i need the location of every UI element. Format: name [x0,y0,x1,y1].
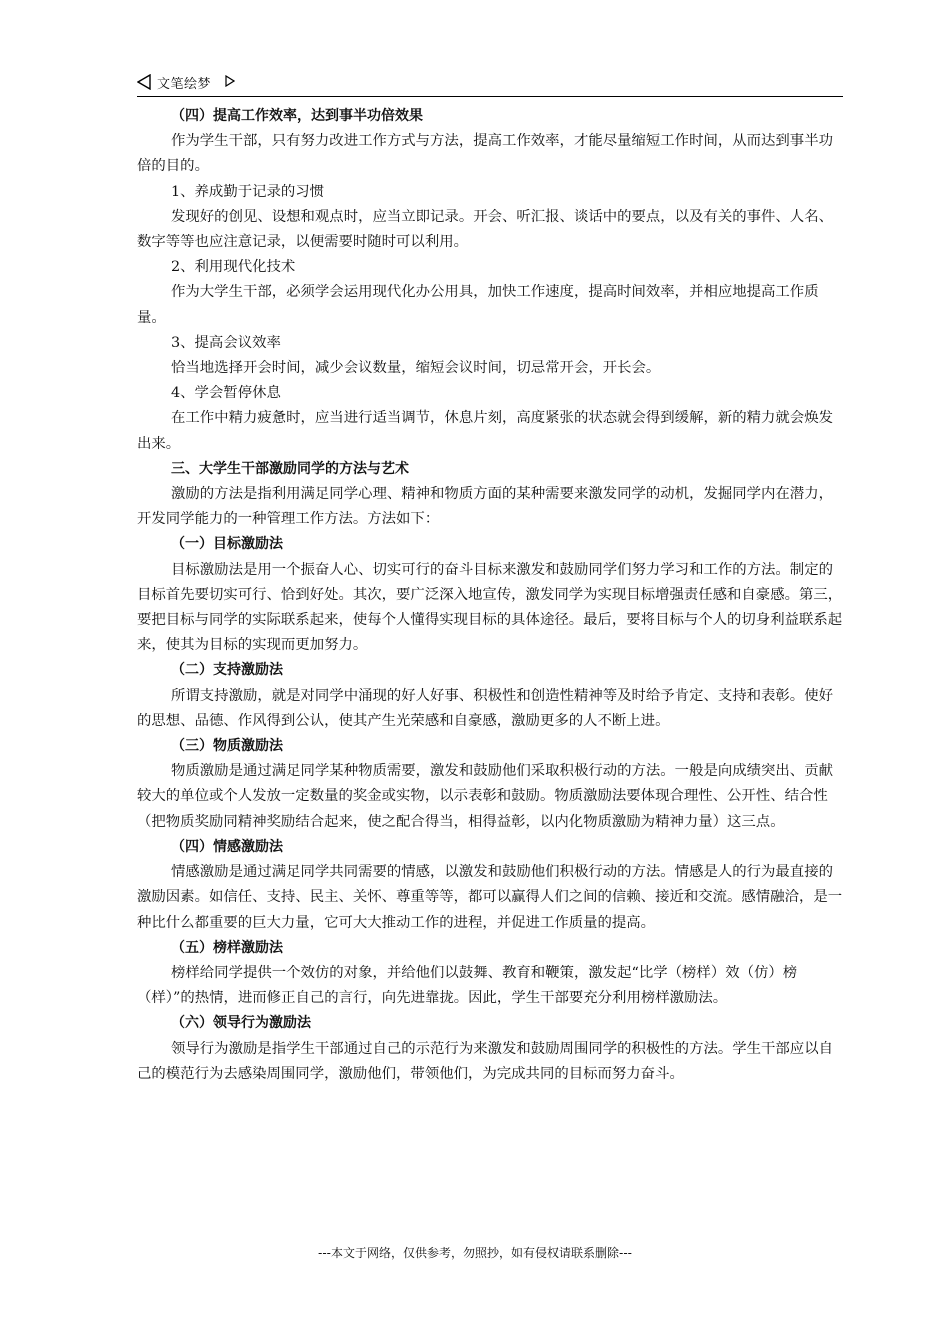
section-heading: （一）目标激励法 [171,536,283,553]
section-heading: （六）领导行为激励法 [171,1015,311,1032]
body-paragraph: 目标激励法是用一个振奋人心、切实可行的奋斗目标来激发和鼓励同学们努力学习和工作的方法。制定的目标首先要切实可行、恰到好处。其次，要广泛深入地宣传，激发同学为实现目标增强责任感和自豪感。第三，要把目标与同学的实际联系起来，使每个人懂得实现目标的具体途径。最后，要将目标与个人的切身利益联系起来，使其为目标的实现而更加努力。 [137,561,843,654]
body-paragraph: 恰当地选择开会时间，减少会议数量，缩短会议时间，切忌常开会，开长会。 [171,360,661,377]
body-paragraph: 作为大学生干部，必须学会运用现代化办公用具，加快工作速度，提高时间效率，并相应地提高工作质量。 [137,284,819,326]
body-paragraph: 在工作中精力疲惫时，应当进行适当调节，休息片刻，高度紧张的状态就会得到缓解，新的精力就会焕发出来。 [137,410,833,452]
section-heading: 三、大学生干部激励同学的方法与艺术 [171,460,409,477]
body-paragraph: 情感激励是通过满足同学共同需要的情感，以激发和鼓励他们积极行动的方法。情感是人的行为最直接的激励因素。如信任、支持、民主、关怀、尊重等等，都可以赢得人们之间的信赖、接近和交流。感情融洽，是一种比什么都重要的巨大力量，它可大大推动工作的进程，并促进工作质量的提高。 [137,864,843,931]
triangle-right-icon [225,75,235,87]
section-heading: （四）提高工作效率，达到事半功倍效果 [171,108,423,124]
sub-heading: 2、利用现代化技术 [171,259,296,276]
sub-heading: 1、养成勤于记录的习惯 [171,183,325,200]
section-heading: （四）情感激励法 [171,838,283,855]
body-paragraph: 领导行为激励是指学生干部通过自己的示范行为来激发和鼓励周围同学的积极性的方法。学生干部应以自己的模范行为去感染周围同学，激励他们，带领他们，为完成共同的目标而努力奋斗。 [137,1040,833,1082]
triangle-left-icon [137,74,151,90]
page-footer: ---本文于网络，仅供参考，勿照抄，如有侵权请联系删除--- [318,1246,632,1260]
document-body [137,104,847,1087]
body-paragraph: 作为学生干部，只有努力改进工作方式与方法，提高工作效率，才能尽量缩短工作时间，从而达到事半功倍的目的。 [137,133,833,175]
body-paragraph: 激励的方法是指利用满足同学心理、精神和物质方面的某种需要来激发同学的动机，发掘同学内在潜力，开发同学能力的一种管理工作方法。方法如下： [137,486,833,528]
body-paragraph: 发现好的创见、设想和观点时，应当立即记录。开会、听汇报、谈话中的要点，以及有关的事件、人名、数字等等也应注意记录，以便需要时随时可以利用。 [137,208,833,251]
sub-heading: 3、提高会议效率 [171,334,281,351]
section-heading: （二）支持激励法 [171,662,283,679]
body-paragraph: 物质激励是通过满足同学某种物质需要，激发和鼓励他们采取积极行动的方法。一般是向成绩突出、贡献较大的单位或个人发放一定数量的奖金或实物，以示表彰和鼓励。物质激励法要体现合理性、公开性、结合性（把物质奖励同精神奖励结合起来，使之配合得当，相得益彰，以内化物质激励为精神力量）这三点。 [137,763,833,830]
sub-heading: 4、学会暂停休息 [171,385,281,402]
page-header [137,72,843,97]
body-paragraph: 榜样给同学提供一个效仿的对象，并给他们以鼓舞、教育和鞭策，激发起“比学（榜样）效（仿）榜（样）”的热情，进而修正自己的言行，向先进靠拢。因此，学生干部要充分利用榜样激励法。 [137,964,798,1007]
header-brand: 文笔绘梦 [157,77,212,92]
section-heading: （五）榜样激励法 [171,939,283,956]
section-heading: （三）物质激励法 [171,738,283,755]
body-paragraph: 所谓支持激励，就是对同学中涌现的好人好事、积极性和创造性精神等及时给予肯定、支持和表彰。使好的思想、品德、作风得到公认，使其产生光荣感和自豪感，激励更多的人不断上进。 [137,687,833,729]
